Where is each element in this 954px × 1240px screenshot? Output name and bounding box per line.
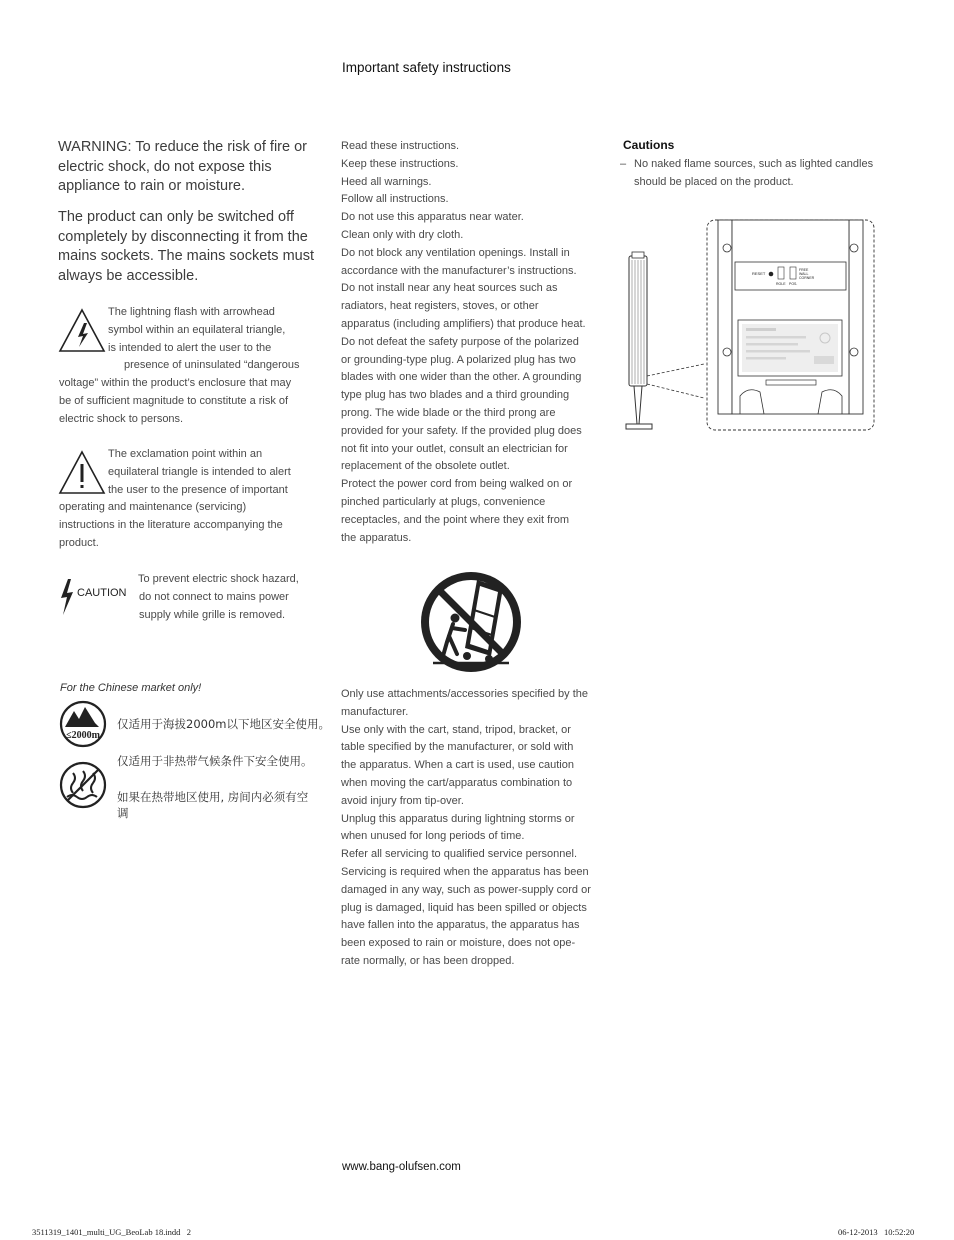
svg-text:ROLE: ROLE bbox=[776, 282, 786, 286]
instruction-line: Do not use this apparatus near water. bbox=[341, 211, 524, 224]
instruction-line: Refer all servicing to qualified service personnel. bbox=[341, 848, 578, 861]
instruction-line: have fallen into the apparatus, the apparatus has bbox=[341, 919, 580, 932]
instruction-line: been exposed to rain or moisture, does not ope- bbox=[341, 937, 576, 950]
instruction-line: apparatus (including amplifiers) that produce heat. bbox=[341, 317, 586, 330]
website-link[interactable]: www.bang-olufsen.com bbox=[342, 1161, 461, 1173]
page-title: Important safety instructions bbox=[342, 60, 511, 75]
instruction-line: not fit into your outlet, consult an electrician for bbox=[341, 442, 568, 455]
instruction-line: the apparatus. bbox=[341, 531, 412, 544]
warning-text: WARNING: To reduce the risk of fire or electric shock, do not expose this appliance to rain or moisture. bbox=[58, 139, 307, 194]
cautions-heading: Cautions bbox=[623, 138, 675, 152]
svg-text:WALL: WALL bbox=[799, 272, 809, 276]
accessories-instructions-list bbox=[341, 686, 613, 971]
caution-text: To prevent electric shock hazard, do not connect to mains power supply while grille is removed. bbox=[138, 573, 299, 621]
instruction-line: Do not defeat the safety purpose of the polarized bbox=[341, 335, 579, 348]
instruction-line: Read these instructions. bbox=[341, 140, 460, 152]
svg-text:RESET: RESET bbox=[752, 271, 766, 276]
chinese-altitude-text: 仅适用于海拔2000m以下地区安全使用。 bbox=[117, 717, 330, 731]
cart-tipover-warning-icon bbox=[419, 570, 523, 674]
instruction-line: plug is damaged, liquid has been spilled or objects bbox=[341, 901, 587, 914]
instruction-line: damaged in any way, such as power-supply cord or bbox=[341, 883, 591, 896]
instruction-line: avoid injury from tip-over. bbox=[341, 794, 464, 807]
tropical-climate-icon bbox=[59, 761, 107, 809]
instruction-line: blades with one wider than the other. A grounding bbox=[341, 371, 582, 384]
lightning-warning-text: The lightning flash with arrowhead symbol within an equilateral triangle, is intended to alert the user to the presence of uninsulated “dangerous voltage” within the product’s enclosure that may be of sufficient magnitude to constitute a risk of electric shock to persons. bbox=[59, 306, 300, 425]
instruction-line: prong. The wide blade or the third prong are bbox=[341, 406, 556, 419]
instruction-line: or grounding-type plug. A polarized plug has two bbox=[341, 353, 576, 366]
caution-lightning-icon bbox=[59, 578, 75, 616]
instruction-line: when moving the cart/apparatus combination to bbox=[341, 776, 573, 789]
instruction-line: replacement of the obsolete outlet. bbox=[341, 460, 510, 473]
safety-instructions-list bbox=[341, 138, 613, 547]
instruction-line: Only use attachments/accessories specified by the bbox=[341, 688, 589, 700]
instruction-line: manufacturer. bbox=[341, 705, 409, 718]
instruction-line: receptacles, and the point where they exit from bbox=[341, 513, 570, 526]
chinese-market-label: For the Chinese market only! bbox=[60, 682, 202, 694]
instruction-line: Clean only with dry cloth. bbox=[341, 228, 464, 241]
svg-text:FREE: FREE bbox=[799, 268, 809, 272]
instruction-line: type plug has two blades and a third grounding bbox=[341, 389, 570, 402]
instruction-line: Keep these instructions. bbox=[341, 157, 459, 170]
cautions-item: – No naked flame sources, such as lighted candles should be placed on the product. bbox=[620, 158, 874, 188]
print-date: 06-12-2013 10:52:20 bbox=[838, 1227, 915, 1237]
instruction-line: Servicing is required when the apparatus has been bbox=[341, 865, 589, 878]
instruction-line: Unplug this apparatus during lightning storms or bbox=[341, 812, 575, 825]
instruction-line: the apparatus. When a cart is used, use caution bbox=[341, 759, 574, 772]
instruction-line: Use only with the cart, stand, tripod, bracket, or bbox=[341, 723, 571, 736]
instruction-line: Do not block any ventilation openings. Install in bbox=[341, 246, 570, 259]
instruction-line: radiators, heat registers, stoves, or other bbox=[341, 300, 539, 313]
instruction-line: when unused for long periods of time. bbox=[341, 830, 525, 843]
instruction-line: rate normally, or has been dropped. bbox=[341, 954, 515, 967]
svg-text:≤2000m: ≤2000m bbox=[66, 730, 100, 741]
instruction-line: provided for your safety. If the provided plug does bbox=[341, 424, 582, 437]
speaker-connection-panel-illustration bbox=[620, 216, 882, 436]
instruction-line: Protect the power cord from being walked on or bbox=[341, 478, 573, 491]
caution-label: CAUTION bbox=[77, 587, 127, 599]
instruction-line: accordance with the manufacturer’s instructions. bbox=[341, 264, 577, 277]
chinese-tropical-text: 如果在热带地区使用, 房间内必须有空 调 bbox=[117, 790, 309, 820]
altitude-icon bbox=[59, 700, 107, 748]
file-info: 3511319_1401_multi_UG_BeoLab 18.indd 2 bbox=[32, 1227, 192, 1237]
instruction-line: table specified by the manufacturer, or sold with bbox=[341, 741, 574, 754]
chinese-climate-text: 仅适用于非热带气候条件下安全使用。 bbox=[117, 754, 313, 768]
switch-off-text: The product can only be switched off completely by disconnecting it from the mains sockets. The mains sockets must always be accessible. bbox=[58, 209, 314, 284]
instruction-line: pinched particularly at plugs, convenience bbox=[341, 495, 546, 508]
svg-text:CORNER: CORNER bbox=[799, 276, 815, 280]
svg-text:POS.: POS. bbox=[789, 282, 798, 286]
instruction-line: Follow all instructions. bbox=[341, 193, 449, 206]
instruction-line: Heed all warnings. bbox=[341, 175, 432, 188]
exclamation-warning-text: The exclamation point within an equilateral triangle is intended to alert the user to the presence of important operating and maintenance (servicing) instructions in the literature accompanying the product. bbox=[59, 448, 291, 549]
instruction-line: Do not install near any heat sources such as bbox=[341, 282, 558, 295]
